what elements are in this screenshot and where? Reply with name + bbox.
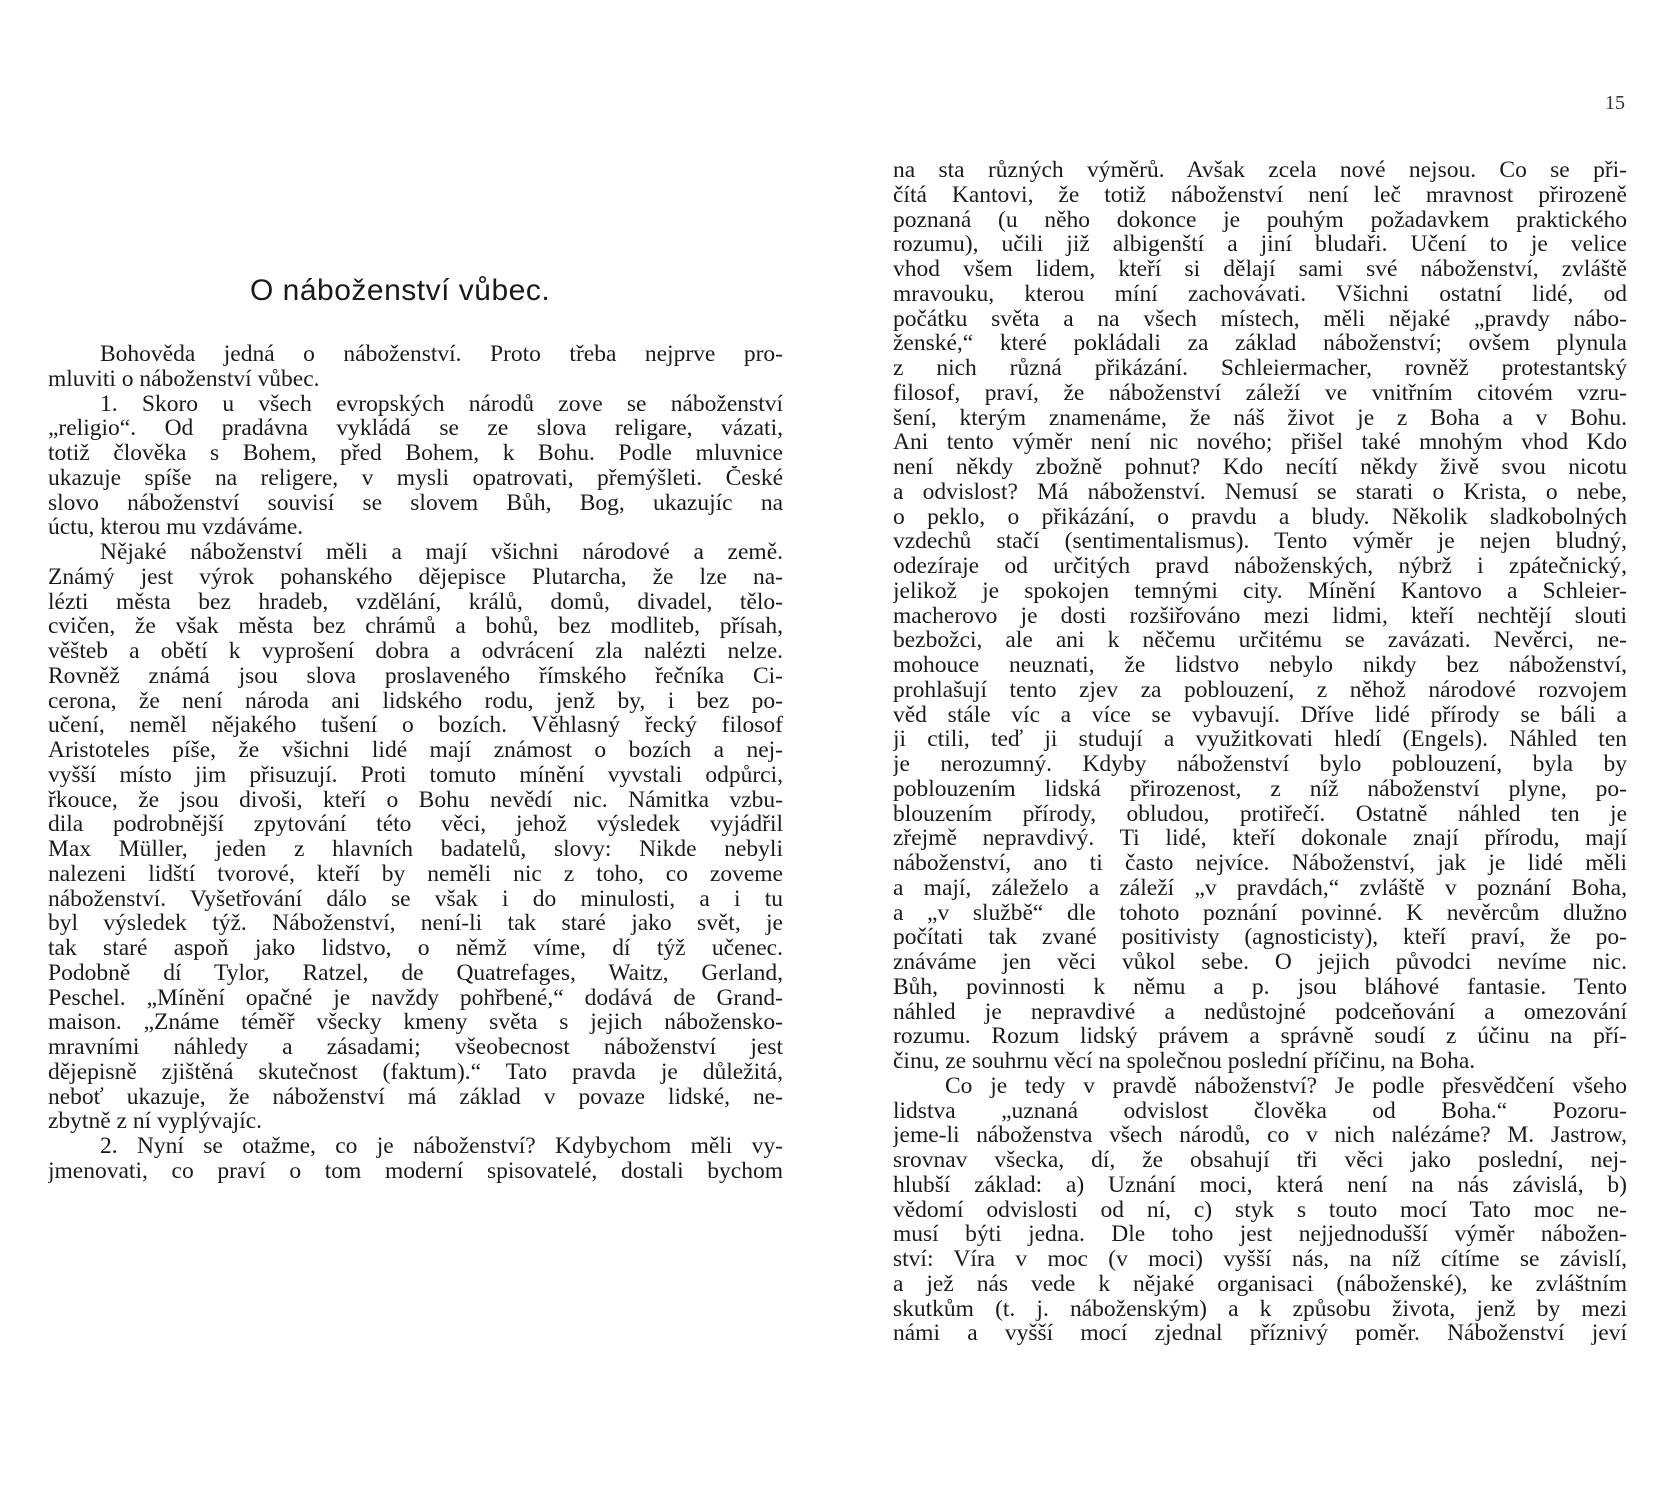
text-line: poznaná (u něho dokonce je pouhým požadavkem praktického	[893, 207, 1627, 233]
text-line: Peschel. „Mínění opačné je navždy pohřbené,“ dodává de Grand-	[48, 985, 783, 1011]
text-line: náboženství. Vyšetřování dálo se však i do minulosti, a i tu	[48, 886, 783, 912]
text-line: jeme-li náboženstva všech národů, co v nich nalézáme? M. Jastrow,	[893, 1123, 1627, 1148]
text-line: náhled je nepravdivé a nedůstojné podceňování a omezování	[893, 999, 1627, 1025]
text-line: rozumu. Rozum lidský právem a správně soudí z účinu na pří-	[893, 1024, 1627, 1049]
text-line: Nějaké náboženství měli a mají všichni národové a země.	[100, 540, 783, 565]
text-line: je nerozumný. Kdyby náboženství bylo poblouzení, byla by	[893, 752, 1627, 777]
right-column-text	[893, 158, 1627, 1346]
text-line: Aristoteles píše, že všichni lidé mají známost o bozích a nej-	[48, 738, 783, 763]
text-line: nalezeni lidští tvorové, kteří by neměli nic z toho, co zoveme	[48, 861, 783, 887]
text-line: činu, ze souhrnu věcí na společnou poslední příčinu, na Boha.	[893, 1049, 1476, 1074]
text-line: ji ctili, teď ji studují a využitkovati hledí (Engels). Náhled ten	[893, 727, 1627, 752]
text-line: námi a vyšší mocí zjednal příznivý poměr. Náboženství jeví	[893, 1321, 1627, 1346]
text-line: cvičen, že však města bez chrámů a bohů, bez modliteb, přísah,	[48, 614, 783, 639]
text-line: Známý jest výrok pohanského dějepisce Plutarcha, že lze na-	[48, 564, 783, 590]
text-line: a jež nás vede k nějaké organisaci (náboženské), ke zvláštním	[893, 1271, 1627, 1297]
text-line: Rovněž známá jsou slova proslaveného římského řečníka Ci-	[48, 663, 783, 689]
text-line: byl výsledek týž. Náboženství, není-li tak staré jako svět, je	[48, 911, 783, 936]
text-line: vhod všem lidem, kteří si dělají sami své náboženství, zvláště	[893, 257, 1627, 282]
text-line: počátku světa a na všech místech, měli nějaké „pravdy nábo-	[893, 306, 1627, 332]
text-line: jelikož je spokojen temnými city. Mínění Kantovo a Schleier-	[893, 578, 1627, 604]
text-line: o peklo, o přikázání, o pravdu a bludy. Několik sladkobolných	[893, 504, 1627, 530]
text-line: hlubší základ: a) Uznání moci, která není na nás závislá, b)	[893, 1172, 1627, 1198]
text-line: cerona, že není národa ani lidského rodu, jenž by, i bez po-	[48, 688, 783, 714]
text-line: ství: Víra v moc (v moci) vyšší nás, na níž cítíme se závislí,	[893, 1247, 1627, 1272]
text-line: znáváme jen věci vůkol sebe. O jejich původci nevíme nic.	[893, 950, 1627, 975]
text-line: Bohověda jedná o náboženství. Proto třeba nejprve pro-	[100, 342, 783, 367]
page-number: 15	[1605, 92, 1625, 114]
chapter-title: O náboženství vůbec.	[250, 274, 551, 307]
text-line: poblouzením lidská přirozenost, z níž náboženství plyne, po-	[893, 776, 1627, 802]
text-line: na sta různých výměrů. Avšak zcela nové nejsou. Co se při-	[893, 158, 1627, 183]
right-column	[893, 0, 1627, 1500]
text-line: zřejmě nepravdivý. Ti lidé, kteří dokonale znají přírodu, mají	[893, 826, 1627, 851]
text-line: a „v službě“ dle tohoto poznání povinné. K nevěrcům dlužno	[893, 900, 1627, 926]
text-line: z nich různá přikázání. Schleiermacher, rovněž protestantský	[893, 356, 1627, 381]
text-line: jmenovati, co praví o tom moderní spisovatelé, dostali bychom	[48, 1158, 783, 1184]
text-line: vyšší místo jim přisuzují. Proti tomuto mínění vyvstali odpůrci,	[48, 762, 783, 788]
text-line: maison. „Známe téměř všecky kmeny světa s jejich nábožensko-	[48, 1010, 783, 1035]
text-line: náboženství, ano ti často nejvíce. Náboženství, jak je lidé měli	[893, 851, 1627, 876]
text-line: lidstva „uznaná odvislost člověka od Boha.“ Pozoru-	[893, 1098, 1627, 1124]
text-line: úctu, kterou mu vzdáváme.	[48, 515, 304, 540]
text-line: bezbožci, ale ani k něčemu určitému se zavázati. Nevěrci, ne-	[893, 628, 1627, 653]
text-line: 2. Nyní se otažme, co je náboženství? Kdybychom měli vy-	[100, 1134, 783, 1159]
text-line: totiž člověka s Bohem, před Bohem, k Bohu. Podle mluvnice	[48, 441, 783, 466]
text-line: vzdechů stačí (sentimentalismus). Tento výměr je nejen bludný,	[893, 529, 1627, 554]
text-line: prohlašují tento zjev za poblouzení, z něhož národové rozvojem	[893, 677, 1627, 703]
text-line: filosof, praví, že náboženství záleží ve vnitřním citovém vzru-	[893, 380, 1627, 406]
text-line: Bůh, povinnosti k němu a p. jsou bláhové fantasie. Tento	[893, 974, 1627, 1000]
text-line: srovnav všecka, dí, že obsahují tři věci jako poslední, nej-	[893, 1148, 1627, 1173]
text-line: neboť ukazuje, že náboženství má základ v povaze lidské, ne-	[48, 1084, 783, 1110]
text-line: mluviti o náboženství vůbec.	[48, 366, 320, 392]
text-line: šení, kterým znamenáme, že náš život je z Boha a v Bohu.	[893, 405, 1627, 431]
text-line: není někdy zbožně pohnut? Kdo necítí někdy živě svou nicotu	[893, 455, 1627, 480]
text-line: blouzením přírody, obludou, protiřečí. Ostatně náhled ten je	[893, 801, 1627, 827]
text-line: počítati tak zvané positivisty (agnosticisty), kteří praví, že po-	[893, 925, 1627, 950]
text-line: vědomí odvislosti od ní, c) styk s touto mocí Tato moc ne-	[893, 1197, 1627, 1223]
text-line: zbytně z ní vyplývajíc.	[48, 1109, 263, 1134]
text-line: dějepisně zjištěná skutečnost (faktum).“ Tato pravda je důležitá,	[48, 1059, 783, 1085]
text-line: řkouce, že jsou divoši, kteří o Bohu nevědí nic. Námitka vzbu-	[48, 787, 783, 813]
text-line: mravouku, kterou míní zachovávati. Všichni ostatní lidé, od	[893, 281, 1627, 307]
text-line: mravními náhledy a zásadami; všeobecnost náboženství jest	[48, 1035, 783, 1060]
text-line: učení, neměl nějakého tušení o bozích. Věhlasný řecký filosof	[48, 713, 783, 738]
text-line: věd stále víc a více se vybavují. Dříve lidé přírody se báli a	[893, 702, 1627, 728]
text-line: Podobně dí Tylor, Ratzel, de Quatrefages, Waitz, Gerland,	[48, 960, 783, 986]
text-line: 1. Skoro u všech evropských národů zove se náboženství	[100, 391, 783, 417]
text-line: věšteb a obětí k vyprošení dobra a odvrácení zla nalézti nelze.	[48, 639, 783, 664]
text-line: Max Müller, jeden z hlavních badatelů, slovy: Nikde nebyli	[48, 837, 783, 862]
text-line: dila podrobnější zpytování této věci, jehož výsledek vyjádřil	[48, 812, 783, 837]
text-line: Co je tedy v pravdě náboženství? Je podle přesvědčení všeho	[945, 1073, 1627, 1099]
text-line: Ani tento výměr není nic nového; přišel také mnohým vhod Kdo	[893, 430, 1627, 455]
text-line: ukazuje spíše na religere, v mysli opatrovati, přemýšleti. České	[48, 465, 783, 491]
text-line: mohouce neuznati, že lidstvo nebylo nikdy bez náboženství,	[893, 653, 1627, 678]
text-line: a odvislost? Má náboženství. Nemusí se starati o Krista, o nebe,	[893, 479, 1627, 505]
text-line: čítá Kantovi, že totiž náboženství není leč mravnost přirozeně	[893, 182, 1627, 208]
text-line: lézti města bez hradeb, vzdělání, králů, domů, divadel, tělo-	[48, 589, 783, 615]
text-line: odezíraje od určitých pravd náboženských, nýbrž i zpátečnický,	[893, 554, 1627, 579]
text-line: „religio“. Od pradávna vykládá se ze slova religare, vázati,	[48, 416, 783, 441]
text-line: a mají, záleželo a záleží „v pravdách,“ zvláště v poznání Boha,	[893, 875, 1627, 901]
left-column	[48, 0, 783, 1500]
text-line: rozumu), učili již albigenští a jiní bludaři. Učení to je velice	[893, 232, 1627, 257]
text-line: slovo náboženství souvisí se slovem Bůh, Bog, ukazujíc na	[48, 490, 783, 516]
text-line: ženské,“ které pokládali za základ náboženství; ovšem plynula	[893, 331, 1627, 356]
text-line: skutkům (t. j. náboženským) a k způsobu života, jenž by mezi	[893, 1296, 1627, 1322]
left-column-text	[48, 342, 783, 1184]
text-line: tak staré aspoň jako lidstvo, o němž víme, dí týž učenec.	[48, 936, 783, 961]
text-line: musí býti jedna. Dle toho jest nejjednodušší výměr nábožen-	[893, 1222, 1627, 1247]
text-line: macherovo je dosti rozšiřováno mezi lidmi, kteří nechtějí slouti	[893, 603, 1627, 629]
